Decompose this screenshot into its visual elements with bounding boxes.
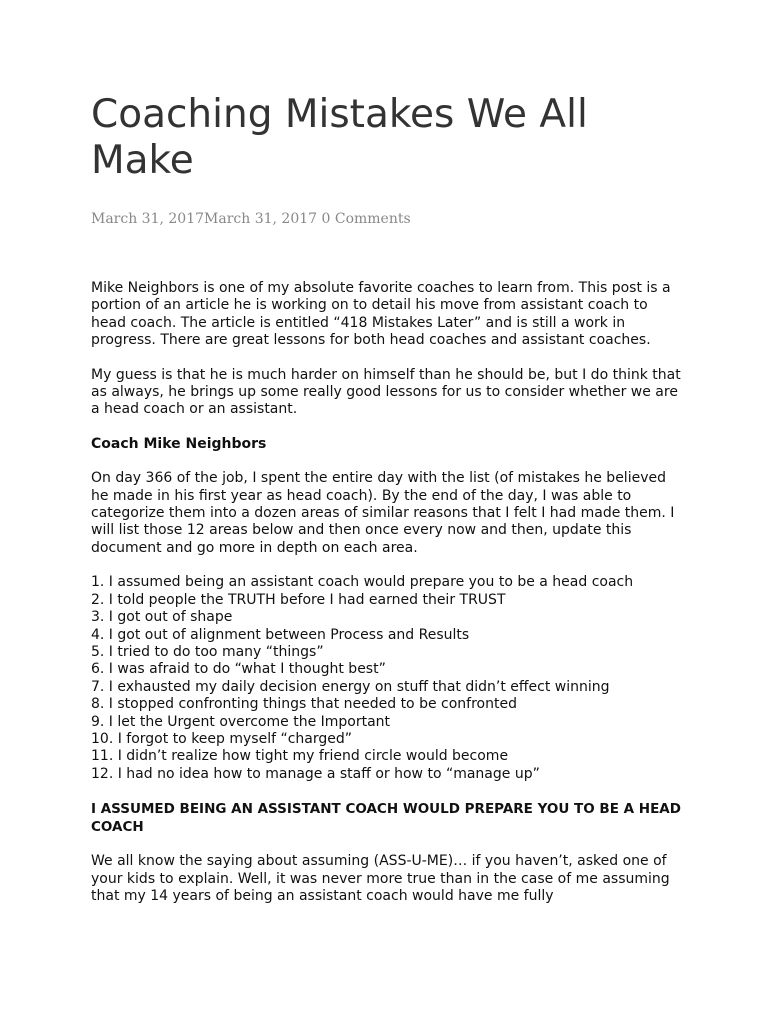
paragraph-assuming: We all know the saying about assuming (ASS-U-ME)… if you haven’t, asked one of your kids to explain. Well, it was never more true than in the case of me assuming that my 14 years of being an assistant coach would have me fully	[91, 853, 670, 904]
paragraph-day-366: On day 366 of the job, I spent the entire day with the list (of mistakes he believed he made in his first year as head coach). By the end of the day, I was able to categorize them into a dozen areas of similar reasons that I felt I had made them. I will list those 12 areas below and then once every now and then, update this document and go more in depth on each area.	[91, 470, 675, 556]
section-heading: I ASSUMED BEING AN ASSISTANT COACH WOULD PREPARE YOU TO BE A HEAD COACH	[91, 801, 681, 836]
list-item: 7. I exhausted my daily decision energy on stuff that didn’t effect winning	[91, 678, 610, 695]
mistakes-list	[91, 574, 683, 783]
article-body	[91, 280, 683, 905]
article	[91, 0, 683, 905]
list-item: 4. I got out of alignment between Process and Results	[91, 626, 470, 643]
list-item: 9. I let the Urgent overcome the Important	[91, 713, 391, 730]
list-item: 1. I assumed being an assistant coach would prepare you to be a head coach	[91, 574, 634, 591]
list-item: 10. I forgot to keep myself “charged”	[91, 730, 353, 747]
list-item: 6. I was afraid to do “what I thought best”	[91, 661, 386, 678]
list-item: 12. I had no idea how to manage a staff or how to “manage up”	[91, 765, 540, 782]
list-item: 11. I didn’t realize how tight my friend circle would become	[91, 748, 509, 765]
article-title: Coaching Mistakes We All Make	[91, 92, 588, 183]
intro-paragraph-2: My guess is that he is much harder on himself than he should be, but I do think that as always, he brings up some really good lessons for us to consider whether we are a head coach or an assistant.	[91, 366, 681, 418]
list-item: 8. I stopped confronting things that needed to be confronted	[91, 696, 517, 713]
list-item: 2. I told people the TRUTH before I had earned their TRUST	[91, 591, 506, 608]
list-item: 3. I got out of shape	[91, 609, 233, 626]
article-meta: March 31, 2017March 31, 2017 0 Comments	[91, 211, 411, 227]
list-item: 5. I tried to do too many “things”	[91, 643, 324, 660]
subheading-coach-name: Coach Mike Neighbors	[91, 435, 267, 452]
intro-paragraph-1: Mike Neighbors is one of my absolute favorite coaches to learn from. This post is a portion of an article he is working on to detail his move from assistant coach to head coach. The article is entitled “418 Mistakes Later” and is still a work in progress. There are great lessons for both head coaches and assistant coaches.	[91, 280, 671, 349]
